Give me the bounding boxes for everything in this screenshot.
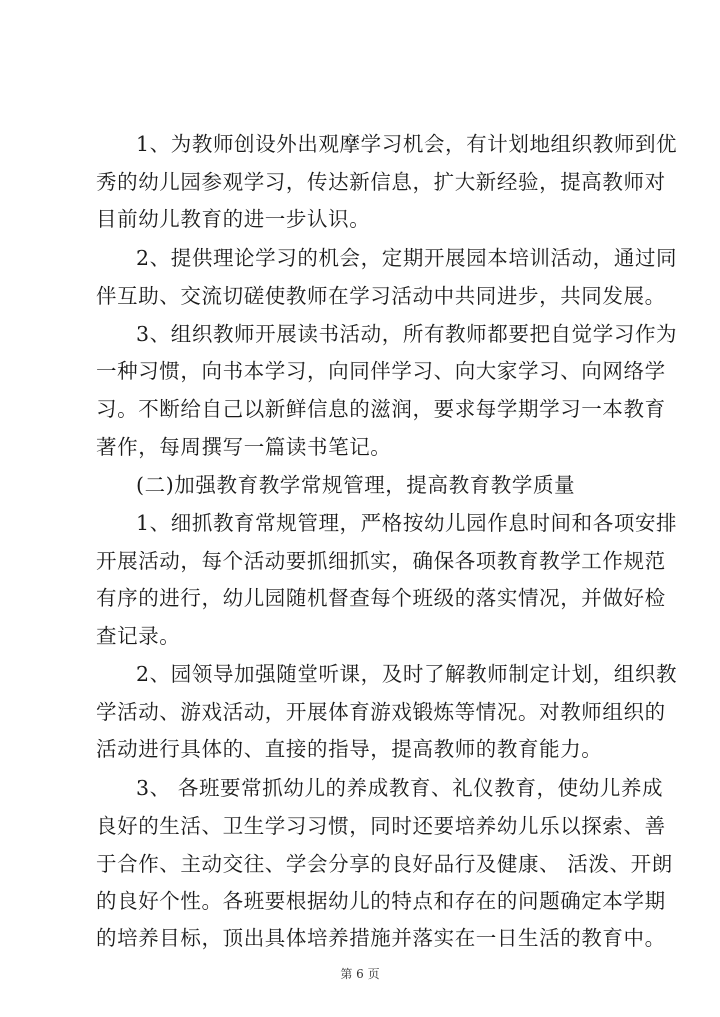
text-line: 著作，每周撰写一篇读书笔记。 bbox=[96, 435, 392, 459]
text-line: 伴互助、交流切磋使教师在学习活动中共同进步，共同发展。 bbox=[96, 284, 666, 308]
text-line: 良好的生活、卫生学习习惯，同时还要培养幼儿乐以探索、善 bbox=[96, 814, 666, 838]
text-line: 活动进行具体的、直接的指导，提高教师的教育能力。 bbox=[96, 737, 603, 761]
text-line: 3、组织教师开展读书活动，所有教师都要把自觉学习作为 bbox=[136, 322, 678, 346]
text-line: 秀的幼儿园参观学习，传达新信息，扩大新经验，提高教师对 bbox=[96, 170, 666, 194]
text-line: 查记录。 bbox=[96, 624, 181, 648]
text-line: 学活动、游戏活动，开展体育游戏锻炼等情况。对教师组织的 bbox=[96, 700, 666, 724]
text-line: 的培养目标，顶出具体培养措施并落实在一日生活的教育中。 bbox=[96, 926, 666, 950]
text-line: 习。不断给自己以新鲜信息的滋润，要求每学期学习一本教育 bbox=[96, 397, 666, 421]
text-line: 2、提供理论学习的机会，定期开展园本培训活动，通过同 bbox=[136, 246, 678, 270]
text-line: 3、 各班要常抓幼儿的养成教育、礼仪教育，使幼儿养成 bbox=[136, 776, 664, 800]
text-line: 1、为教师创设外出观摩学习机会，有计划地组织教师到优 bbox=[136, 132, 678, 156]
text-line: 2、园领导加强随堂听课，及时了解教师制定计划，组织教 bbox=[136, 662, 678, 686]
text-line: 于合作、主动交往、学会分享的良好品行及健康、 活泼、开朗 bbox=[96, 852, 673, 876]
text-line: 1、细抓教育常规管理，严格按幼儿园作息时间和各项安排 bbox=[136, 511, 678, 535]
page-number: 第 6 页 bbox=[340, 967, 380, 981]
text-line: 开展活动，每个活动要抓细抓实，确保各项教育教学工作规范 bbox=[96, 549, 666, 573]
text-line: 的良好个性。各班要根据幼儿的特点和存在的问题确定本学期 bbox=[96, 889, 666, 913]
text-line: 有序的进行，幼儿园随机督查每个班级的落实情况，并做好检 bbox=[96, 586, 666, 610]
section-heading: (二)加强教育教学常规管理，提高教育教学质量 bbox=[136, 473, 576, 497]
text-line: 一种习惯，向书本学习，向同伴学习、向大家学习、向网络学 bbox=[96, 359, 666, 383]
text-line: 目前幼儿教育的进一步认识。 bbox=[96, 207, 371, 231]
